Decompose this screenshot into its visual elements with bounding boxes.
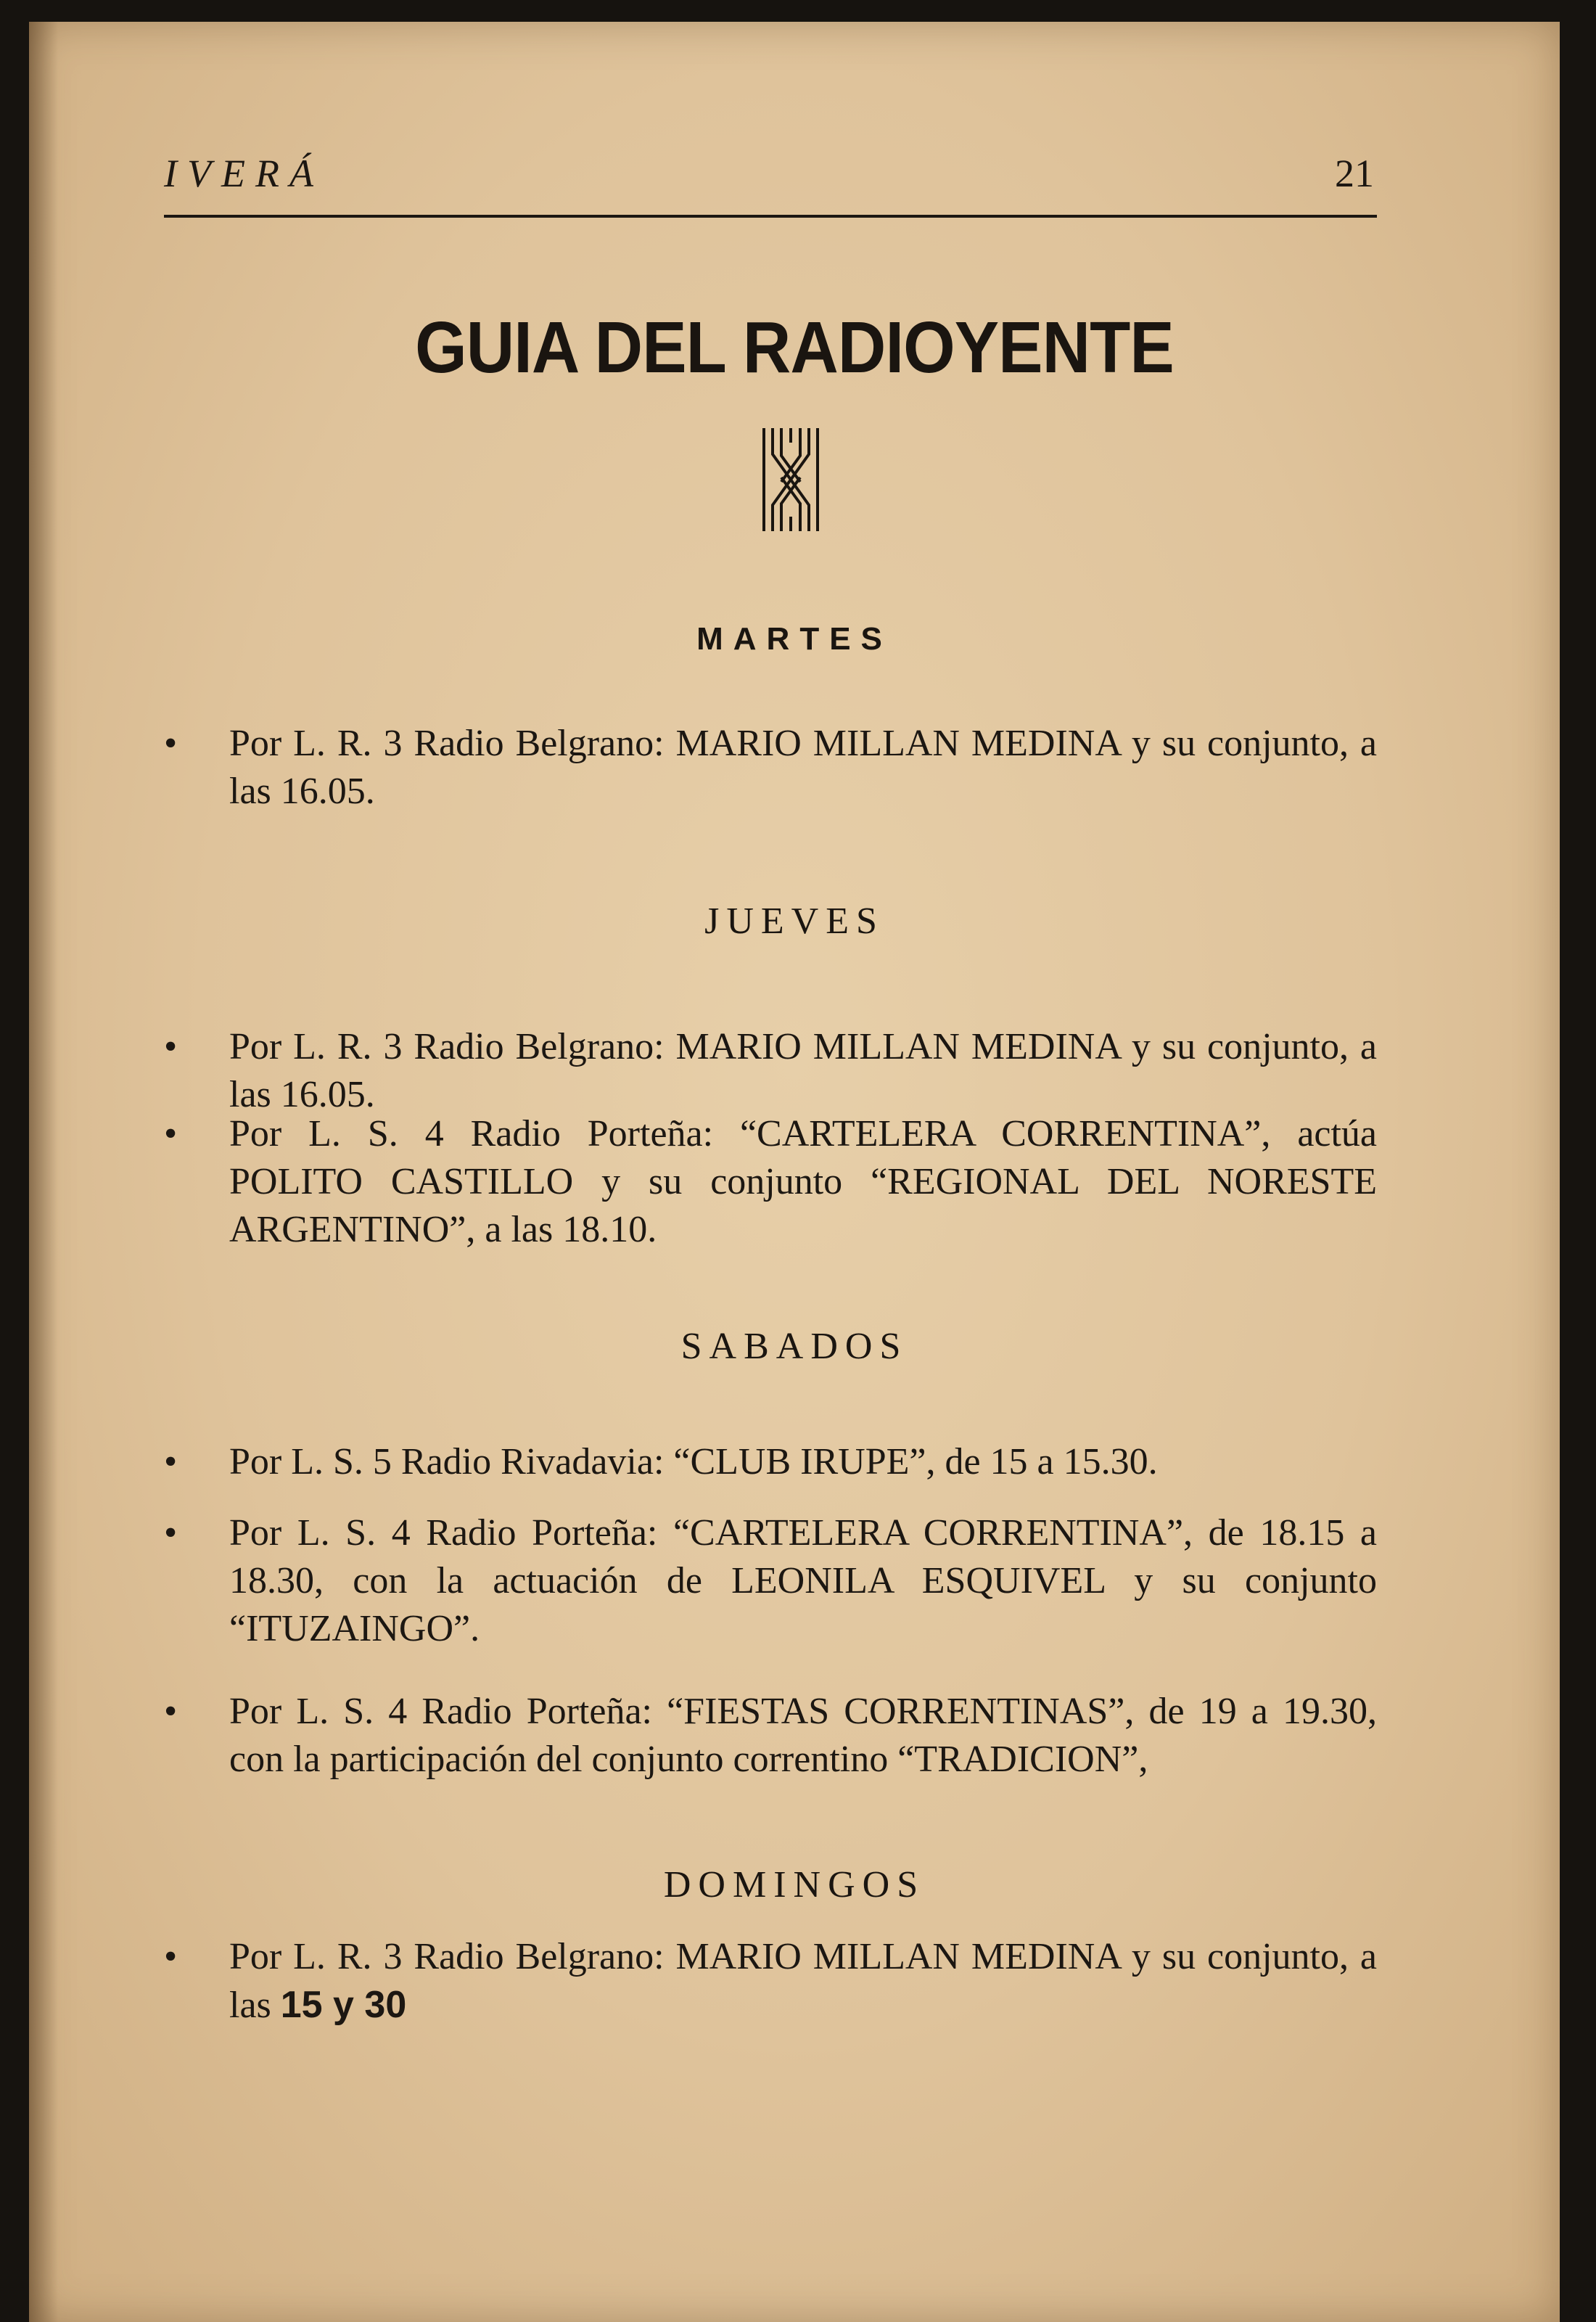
header-rule [164,215,1377,218]
entry-text: Por L. S. 4 Radio Porteña: “FIESTAS CORRENTINAS”, de 19 a 19.30, con la participación del conjunto correntino “TRADICION”, [229,1691,1377,1780]
bullet-icon: • [164,1936,178,1977]
bullet-icon: • [164,1441,178,1482]
bullet-icon: • [164,723,178,764]
page-number: 21 [1335,152,1374,195]
entry-text [229,1933,1377,2030]
entry-time-bold: 15 y 30 [280,1984,407,2026]
list-item [164,1933,1377,2030]
list-item [164,1023,1377,1119]
list-item [164,1688,1377,1784]
section-heading-martes: MARTES [696,621,892,657]
page-title: GUIA DEL RADIOYENTE [415,307,1174,388]
list-item [164,1438,1377,1486]
section-heading-sabados: SABADOS [680,1326,908,1367]
list-item [164,1110,1377,1254]
bullet-icon: • [164,1691,178,1732]
section-heading-jueves: JUEVES [704,901,884,942]
entry-text: Por L. S. 5 Radio Rivadavia: “CLUB IRUPE”, de 15 a 15.30. [229,1441,1158,1482]
running-title: IVERÁ [164,152,324,195]
entry-text: Por L. S. 4 Radio Porteña: “CARTELERA CORRENTINA”, de 18.15 a 18.30, con la actuación de LEONILA ESQUIVEL y su conjunto “ITUZAINGO”. [229,1512,1377,1649]
book-page [29,22,1560,2322]
bullet-icon: • [164,1512,178,1554]
spine-shadow [29,22,58,2322]
double-wave-ornament-icon [758,425,823,534]
bullet-icon: • [164,1026,178,1067]
list-item [164,720,1377,816]
section-heading-domingos: DOMINGOS [663,1864,926,1905]
entry-text: Por L. R. 3 Radio Belgrano: MARIO MILLAN MEDINA y su conjunto, a las 16.05. [229,723,1377,812]
entry-text: Por L. S. 4 Radio Porteña: “CARTELERA CORRENTINA”, actúa POLITO CASTILLO y su conjunto “REGIONAL DEL NORESTE ARGENTINO”, a las 18.10. [229,1113,1377,1250]
entry-text: Por L. R. 3 Radio Belgrano: MARIO MILLAN MEDINA y su conjunto, a las 16.05. [229,1026,1377,1115]
bullet-icon: • [164,1113,178,1154]
entry-main-text: Por L. R. 3 Radio Belgrano: MARIO MILLAN MEDINA y su conjunto, a las [229,1936,1377,2026]
list-item [164,1509,1377,1653]
